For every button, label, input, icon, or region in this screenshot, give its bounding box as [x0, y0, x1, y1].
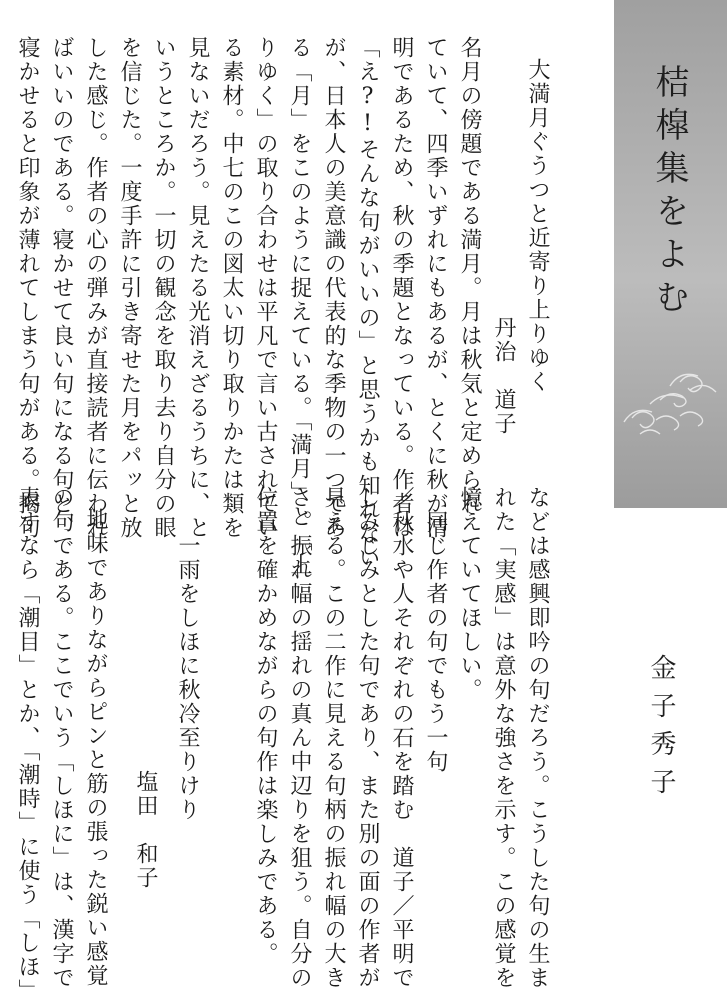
body-line: 地味でありながらピンと筋の張った鋭い感覚: [83, 508, 108, 988]
body-line: れた「実感」は意外な強さを示す。この感覚を: [491, 486, 516, 990]
body-line: さ。振れ幅の揺れの真ん中辺りを狙う。自分の: [287, 486, 312, 990]
body-line: 憶えていてほしい。: [457, 486, 482, 702]
body-line: 見える。この二作に見える句柄の振れ幅の大き: [321, 486, 346, 990]
wave-ornament-icon: [620, 360, 724, 450]
body-line: 表すなら「潮目」とか、「潮時」に使う「しほ」: [15, 486, 40, 1003]
body-line: 同じ作者の句でもう一句: [423, 486, 448, 774]
poet-2: 塩田 和子: [133, 770, 158, 890]
body-line: ばいいのである。寝かせて良い句になる句と、: [49, 36, 74, 540]
body-line: 位置を確かめながらの句作は楽しみである。: [253, 486, 278, 966]
body-line: ていて、四季いずれにもあるが、とくに秋が清: [423, 36, 448, 540]
body-line: ／秋水や人それぞれの石を踏む 道子／平明で: [389, 486, 414, 990]
body-line: りゆく」の取り合わせは平凡で言い古されてい: [253, 36, 278, 540]
body-line: 明であるため、秋の季題となっている。作者は: [389, 36, 414, 540]
haiku-1: 大満月ぐうつと近寄り上りゆく: [525, 58, 550, 394]
series-title: 桔槹集をよむ: [649, 64, 689, 322]
body-line: る素材。中七のこの図太い切り取りかたは類を: [219, 36, 244, 540]
body-line: の句である。ここでいう「しほに」は、漢字で: [49, 486, 74, 990]
author-name: 金子秀子: [646, 654, 676, 806]
body-line: 「え?!そんな句がいいの」と思うかも知れない: [355, 36, 380, 570]
body-line: 見ないだろう。見えたる光消えざるうちに、と: [185, 36, 210, 540]
title-band: [614, 0, 727, 508]
body-line: る「月」をこのように捉えている。「満月」と「上: [287, 36, 312, 577]
body-line: しみじみとした句であり、また別の面の作者が: [355, 486, 380, 990]
poet-1: 丹治 道子: [491, 316, 516, 436]
body-line: した感じ。作者の心の弾みが直接読者に伝われ: [83, 36, 108, 540]
body-line: いうところか。一切の観念を取り去り自分の眼: [151, 36, 176, 540]
haiku-2: 一雨をしほに秋冷至りけり: [175, 534, 200, 822]
body-line: などは感興即吟の句だろう。こうした句の生ま: [525, 486, 550, 990]
body-line: 名月の傍題である満月。月は秋気と定められ: [457, 36, 482, 516]
body-line: が、日本人の美意識の代表的な季物の一つであ: [321, 36, 346, 540]
body-line: 寝かせると印象が薄れてしまう句がある。揭句: [15, 36, 40, 540]
body-line: を信じた。一度手許に引き寄せた月をパッと放: [117, 36, 142, 540]
